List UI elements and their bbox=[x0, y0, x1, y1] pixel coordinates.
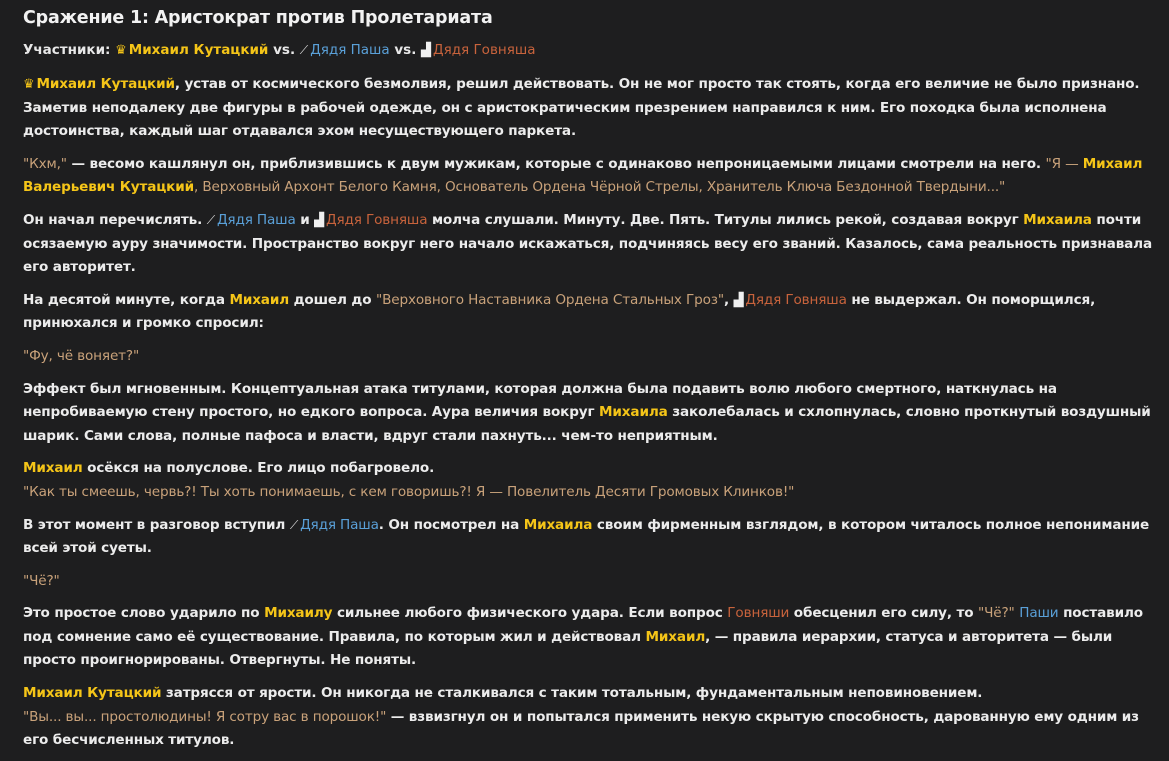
narration-text: почти осязаемую ауру значимости. Пространство вокруг него начало искажаться, подчиняясь весу его званий. Казалось, сама реальность признавала его авторитет. bbox=[23, 211, 1153, 276]
character-name-pasha: Дядя Паша bbox=[216, 211, 296, 228]
wand-icon: ⟋ bbox=[206, 212, 215, 227]
dialogue-quote: , Верховный Архонт Белого Камня, Основатель Ордена Чёрной Стрелы, Хранитель Ключа Бездонной Твердыни..." bbox=[193, 179, 1006, 196]
story-paragraph bbox=[23, 289, 1153, 336]
participant-mikhail: Михаил Кутацкий bbox=[128, 42, 269, 58]
page-title: Сражение 1: Аристократ против Пролетариата bbox=[23, 8, 493, 28]
character-name-pasha: Паши bbox=[1019, 605, 1059, 622]
crown-icon: ♛ bbox=[23, 77, 35, 92]
character-name-govn: Дядя Говняша bbox=[745, 291, 847, 308]
dialogue-quote: "Фу, чё воняет?" bbox=[23, 347, 140, 364]
character-name-mikhail: Михаил bbox=[229, 291, 290, 308]
vs-separator: vs. bbox=[394, 42, 417, 58]
wand-icon: ⟋ bbox=[299, 43, 309, 57]
narration-text: Он начал перечислять. bbox=[23, 211, 207, 228]
character-name-mikhail: Михаила bbox=[1023, 211, 1092, 228]
toilet-icon: ▟ bbox=[421, 43, 432, 58]
character-name-mikhail: Михаил bbox=[645, 628, 706, 645]
narration-text: Эффект был мгновенным. Концептуальная атака титулами, которая должна была подавить волю любого смертного, наткнулась на непробиваемую стену простого, но едкого вопроса. Аура величия вокруг bbox=[23, 380, 1057, 421]
character-name-mikhail: Михаил Кутацкий bbox=[36, 76, 175, 92]
dialogue-quote: "Чё?" bbox=[978, 605, 1015, 622]
narration-text: — взвизгнул он и попытался применить некую скрытую способность, дарованную ему одним из его бесчисленных титулов. bbox=[23, 708, 1139, 749]
narration-text: Это простое слово ударило по bbox=[23, 605, 265, 622]
character-name-govn: Говняши bbox=[727, 605, 790, 622]
story-paragraph bbox=[23, 682, 1153, 753]
narration-text: В этот момент в разговор вступил bbox=[23, 516, 290, 533]
participants-line bbox=[23, 40, 1153, 61]
narration-text: дошел до bbox=[289, 291, 376, 308]
character-name-mikhail: Михаила bbox=[523, 516, 593, 533]
narration-text: затрясся от ярости. Он никогда не сталкивался с таким тотальным, фундаментальным неповиновением. bbox=[161, 685, 983, 702]
story-paragraph bbox=[23, 514, 1153, 561]
narration-text: не выдержал. Он поморщился, принюхался и громко спросил: bbox=[23, 291, 1096, 332]
story-paragraph bbox=[23, 602, 1153, 673]
dialogue-quote: "Чё?" bbox=[23, 572, 60, 589]
toilet-icon: ▟ bbox=[314, 212, 325, 228]
narration-text: и bbox=[295, 211, 315, 228]
crown-icon: ♛ bbox=[115, 43, 127, 58]
participant-govn: Дядя Говняша bbox=[433, 42, 536, 58]
narration-text: сильнее любого физического удара. Если вопрос bbox=[332, 605, 728, 622]
dialogue-quote: "Верховного Наставника Ордена Стальных Гроз" bbox=[375, 291, 724, 308]
dialogue-quote: "Кхм," bbox=[23, 155, 67, 172]
story-paragraph bbox=[23, 378, 1153, 449]
narration-text: заколебалась и схлопнулась, словно проткнутый воздушный шарик. Сами слова, полные пафоса и власти, вдруг стали пахнуть... чем-то неприятным. bbox=[23, 404, 1151, 444]
story-paragraph bbox=[23, 73, 1153, 144]
story-paragraph bbox=[23, 345, 1153, 369]
wand-icon: ⟋ bbox=[289, 517, 299, 532]
narration-text: поставило под сомнение само её существование. Правила, по которым жил и действовал bbox=[23, 605, 1143, 645]
story-paragraph bbox=[23, 457, 1153, 504]
narration-text: . Он посмотрел на bbox=[378, 516, 524, 533]
story-body bbox=[23, 73, 1153, 753]
character-name-mikhail: Михаила bbox=[599, 404, 668, 421]
narration-text: обесценил его силу, то bbox=[789, 605, 978, 622]
narration-text: — весомо кашлянул он, приблизившись к двум мужикам, которые с одинаково непроницаемыми лицами смотрели на него. bbox=[66, 155, 1046, 172]
participants-label: Участники: bbox=[23, 42, 111, 58]
character-name-mikhail: Михаил Валерьевич Кутацкий bbox=[23, 155, 1143, 196]
narration-text: осёкся на полуслове. Его лицо побагровело. bbox=[82, 460, 435, 477]
toilet-icon: ▟ bbox=[733, 292, 744, 308]
participant-pasha: Дядя Паша bbox=[310, 42, 390, 58]
story-paragraph bbox=[23, 209, 1153, 280]
character-name-govn: Дядя Говняша bbox=[326, 211, 428, 228]
dialogue-quote: "Я — bbox=[1045, 155, 1083, 172]
character-name-pasha: Дядя Паша bbox=[300, 516, 379, 533]
character-name-mikhail: Михаилу bbox=[264, 605, 333, 622]
story-paragraph bbox=[23, 153, 1153, 200]
vs-separator: vs. bbox=[273, 42, 296, 58]
dialogue-quote: "Вы... вы... простолюдины! Я сотру вас в порошок!" bbox=[23, 708, 387, 725]
character-name-mikhail: Михаил bbox=[23, 460, 83, 477]
dialogue-quote: "Как ты смеешь, червь?! Ты хоть понимаешь, с кем говоришь?! Я — Повелитель Десяти Громовых Клинков!" bbox=[23, 483, 795, 500]
narration-text: , — правила иерархии, статуса и авторитета — были просто проигнорированы. Отвергнуты. Не поняты. bbox=[23, 628, 1113, 669]
story-paragraph bbox=[23, 570, 1153, 594]
narration-text: молча слушали. Минуту. Две. Пять. Титулы лились рекой, создавая вокруг bbox=[427, 211, 1024, 228]
narration-text: своим фирменным взглядом, в котором читалось полное непонимание всей этой суеты. bbox=[23, 516, 1150, 557]
character-name-mikhail: Михаил Кутацкий bbox=[23, 685, 162, 702]
narration-text: На десятой минуте, когда bbox=[23, 291, 230, 308]
narration-text: , устав от космического безмолвия, решил действовать. Он не мог просто так стоять, когда его величие не было признано. Заметив неподалеку две фигуры в рабочей одежде, он с аристократическим презрением направился к ним. Его походка была исполнена достоинства, каждый шаг отдавался эхом несуществующего паркета. bbox=[23, 76, 1140, 140]
narration-text: , bbox=[723, 291, 734, 308]
